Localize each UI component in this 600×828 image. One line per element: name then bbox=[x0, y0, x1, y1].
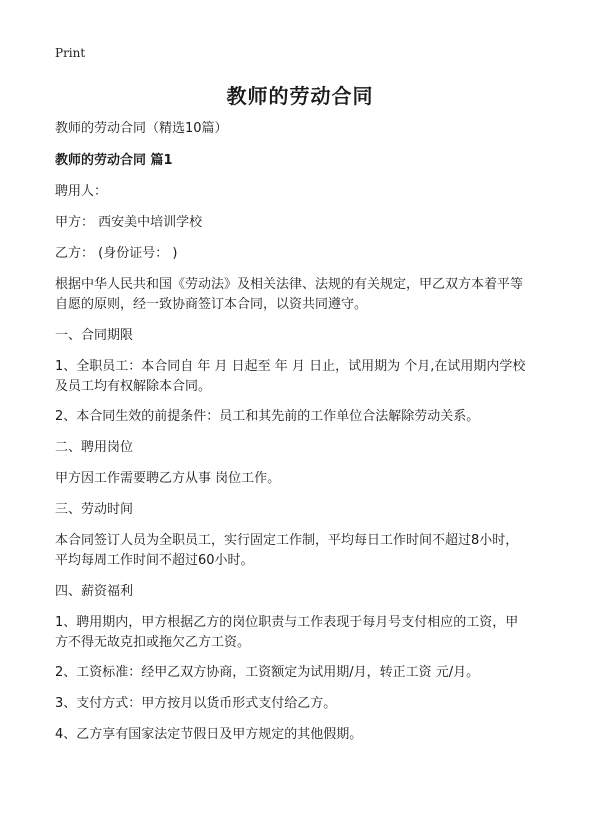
term-item-1-line-2: 及员工均有权解除本合同。 bbox=[55, 379, 212, 394]
clause-heading-term: 一、合同期限 bbox=[55, 328, 134, 343]
salary-item-4: 4、乙方享有国家法定节假日及甲方规定的其他假期。 bbox=[55, 727, 363, 742]
salary-item-1-line-2: 方不得无故克扣或拖欠乙方工资。 bbox=[55, 635, 251, 650]
employer-label-line: 聘用人： bbox=[55, 184, 108, 199]
clause-heading-position: 二、聘用岗位 bbox=[55, 440, 134, 455]
salary-item-1-line-1: 1、聘用期内，甲方根据乙方的岗位职责与工作表现于每月号支付相应的工资，甲 bbox=[55, 615, 519, 630]
salary-item-2: 2、工资标准：经甲乙双方协商，工资额定为试用期/月，转正工资 元/月。 bbox=[55, 665, 480, 680]
preamble-line-1: 根据中华人民共和国《劳动法》及相关法律、法规的有关规定，甲乙双方本着平等 bbox=[55, 277, 524, 292]
document-title: 教师的劳动合同 bbox=[226, 84, 374, 108]
term-item-1-line-1: 1、全职员工：本合同自 年 月 日起至 年 月 日止，试用期为 个月,在试用期内学校 bbox=[55, 359, 526, 374]
hours-line-1: 本合同签订人员为全职员工，实行固定工作制，平均每日工作时间不超过8小时， bbox=[55, 533, 519, 548]
party-a-line: 甲方： 西安美中培训学校 bbox=[55, 215, 203, 230]
document-subtitle: 教师的劳动合同（精选10篇） bbox=[55, 121, 228, 136]
salary-item-3: 3、支付方式：甲方按月以货币形式支付给乙方。 bbox=[55, 696, 337, 711]
print-link[interactable]: Print bbox=[55, 46, 86, 60]
section-heading: 教师的劳动合同 篇1 bbox=[55, 153, 173, 168]
preamble-line-2: 自愿的原则，经一致协商签订本合同，以资共同遵守。 bbox=[55, 297, 368, 312]
party-b-line: 乙方： (身份证号： ) bbox=[55, 246, 178, 261]
clause-heading-salary: 四、薪资福利 bbox=[55, 584, 134, 599]
clause-heading-hours: 三、劳动时间 bbox=[55, 502, 134, 517]
position-text: 甲方因工作需要聘乙方从事 岗位工作。 bbox=[55, 471, 281, 486]
term-item-2: 2、本合同生效的前提条件：员工和其先前的工作单位合法解除劳动关系。 bbox=[55, 409, 480, 424]
hours-line-2: 平均每周工作时间不超过60小时。 bbox=[55, 553, 254, 568]
